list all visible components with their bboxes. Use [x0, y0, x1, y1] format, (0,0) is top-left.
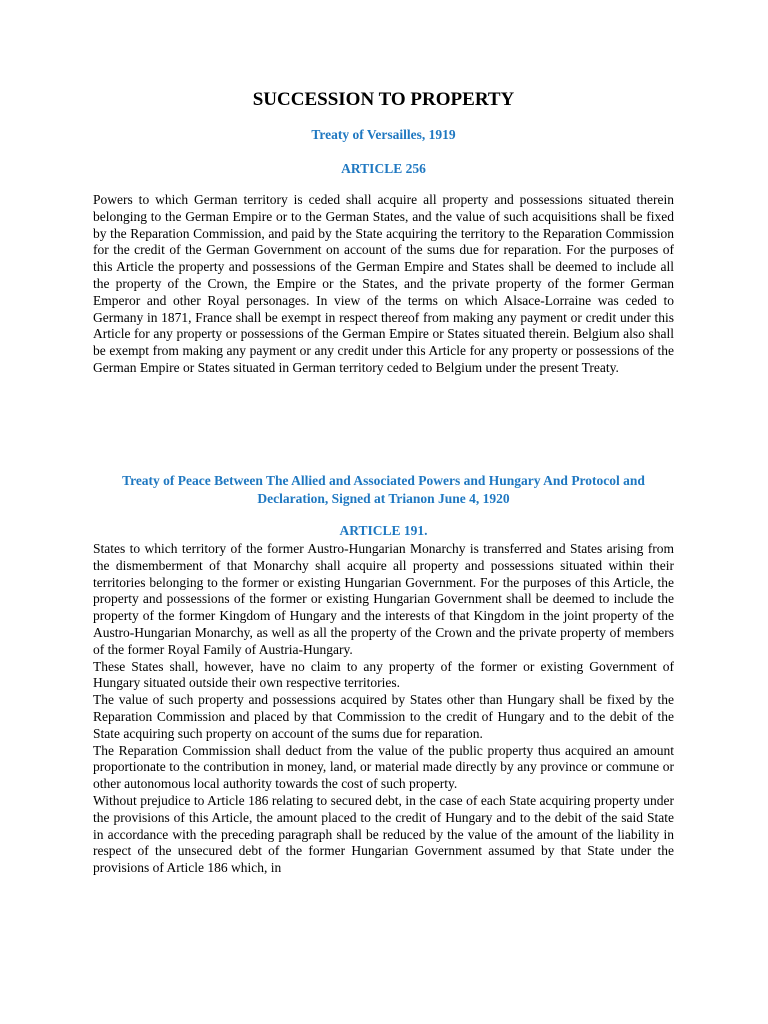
- article-191-paragraph: These States shall, however, have no claim to any property of the former or existing Government of Hungary situated outside their own respective territories.: [93, 658, 674, 691]
- article-191-paragraph: The Reparation Commission shall deduct from the value of the public property thus acquired an amount proportionate to the contribution in money, land, or material made directly by any province or commune or other autonomous local authority towards the cost of such property.: [93, 742, 674, 792]
- article-191-body: [93, 541, 674, 877]
- article-191-paragraph: Without prejudice to Article 186 relating to secured debt, in the case of each State acquiring property under the provisions of this Article, the amount placed to the credit of Hungary and to the debit of the said State in accordance with the preceding paragraph shall be reduced by the value of the amount of the liability in respect of the unsecured debt of the former Hungarian Government assumed by that State under the provisions of Article 186 which, in: [93, 792, 674, 876]
- treaty-versailles-heading: Treaty of Versailles, 1919: [311, 127, 456, 142]
- document-page: [93, 0, 674, 1024]
- article-191-paragraph: The value of such property and possessions acquired by States other than Hungary shall be fixed by the Reparation Commission and placed by that Commission to the credit of Hungary and to the debit of the State acquiring such property on account of the sums due for reparation.: [93, 692, 674, 741]
- article-256-body: Powers to which German territory is ceded shall acquire all property and possessions situated therein belonging to the German Empire or to the German States, and the value of such acquisitions shall be fixed by the Reparation Commission, and paid by the State acquiring the territory to the Reparation Commission for the credit of the German Government on account of the sums due for reparation. For the purposes of this Article the property and possessions of the German Empire and States shall be deemed to include all the property of the Crown, the Empire or the States, and the private property of the former German Emperor and other Royal personages. In view of the terms on which Alsace-Lorraine was ceded to Germany in 1871, France shall be exempt in respect thereof from making any payment or credit under this Article for any property or possessions of the German Empire or States situated therein. Belgium also shall be exempt from making any payment or any credit under this Article for any property or possessions of the German Empire or States situated in German territory ceded to Belgium under the present Treaty.: [93, 192, 674, 375]
- article-191-paragraph: States to which territory of the former Austro-Hungarian Monarchy is transferred and States arising from the dismemberment of that Monarchy shall acquire all property and possessions situated within their territories belonging to the former or existing Hungarian Government. For the purposes of this Article, the property and possessions of the former or existing Hungarian Government shall be deemed to include the property of the former Kingdom of Hungary and the interests of that Kingdom in the joint property of the Austro-Hungarian Monarchy, as well as all the property of the Crown and the private property of members of the former Royal Family of Austria-Hungary.: [93, 541, 674, 657]
- treaty-trianon-heading: Treaty of Peace Between The Allied and Associated Powers and Hungary And Protocol and Declaration, Signed at Trianon June 4, 1920: [122, 473, 645, 506]
- article-191-heading: ARTICLE 191.: [339, 523, 428, 538]
- document-title: SUCCESSION TO PROPERTY: [252, 89, 515, 110]
- article-256-heading: ARTICLE 256: [341, 161, 426, 176]
